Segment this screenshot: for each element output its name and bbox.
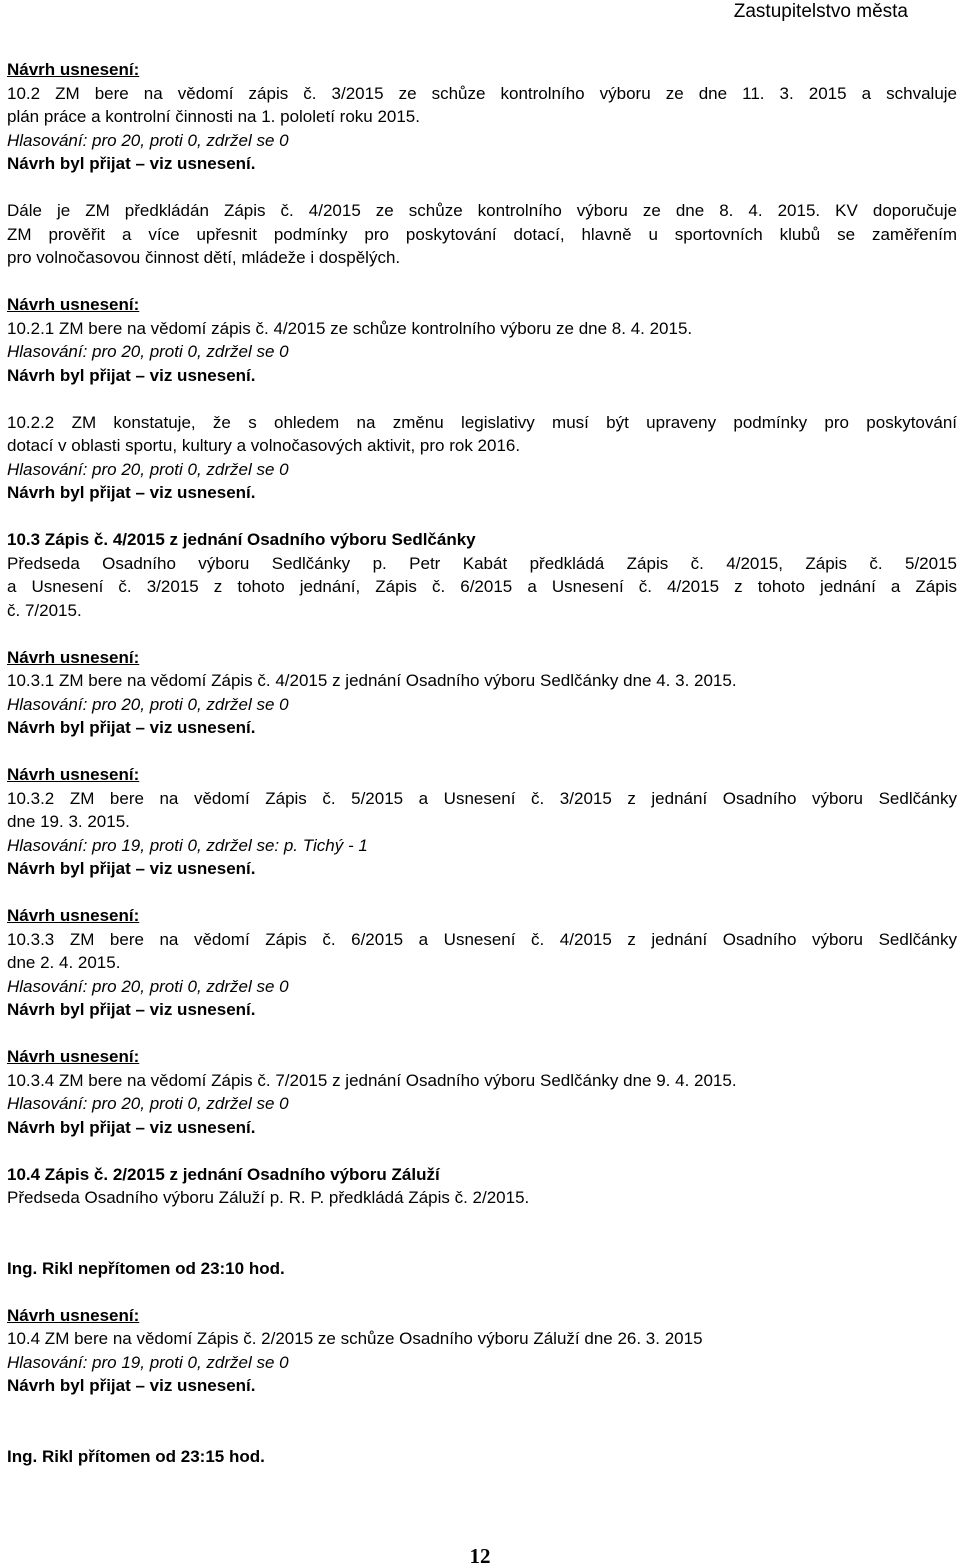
vote-result: Hlasování: pro 20, proti 0, zdržel se 0 <box>7 130 289 150</box>
vote-result: Hlasování: pro 20, proti 0, zdržel se 0 <box>7 1094 289 1113</box>
vote-result: Hlasování: pro 19, proti 0, zdržel se 0 <box>7 1352 289 1372</box>
section-text: Předseda Osadního výboru Sedlčánky p. Petr Kabát předkládá Zápis č. 4/2015, Zápis č. 5/2015 <box>7 553 957 573</box>
resolution-text: dne 19. 3. 2015. <box>7 812 130 831</box>
resolution-block-10-3-1 <box>7 646 957 740</box>
motion-label: Návrh usnesení: <box>7 647 140 667</box>
resolution-block-10-3-4 <box>7 1045 957 1139</box>
attendance-note <box>7 1445 957 1469</box>
paragraph-kv-report <box>7 199 957 270</box>
resolution-block-10-3-2 <box>7 763 957 881</box>
resolution-block-10-2-2 <box>7 411 957 505</box>
motion-label: Návrh usnesení: <box>7 906 140 925</box>
resolution-block-10-2 <box>7 58 957 176</box>
resolution-text: 10.4 ZM bere na vědomí Zápis č. 2/2015 ze schůze Osadního výboru Záluží dne 26. 3. 2015 <box>7 1329 703 1348</box>
resolution-text: dne 2. 4. 2015. <box>7 953 121 972</box>
motion-outcome: Návrh byl přijat – viz usnesení. <box>7 1117 256 1137</box>
resolution-block-10-4 <box>7 1304 957 1398</box>
motion-outcome: Návrh byl přijat – viz usnesení. <box>7 718 256 737</box>
section-text: a Usnesení č. 3/2015 z tohoto jednání, Zápis č. 6/2015 a Usnesení č. 4/2015 z tohoto jednání a Zápis <box>7 577 957 596</box>
section-text: č. 7/2015. <box>7 600 82 620</box>
section-text: Předseda Osadního výboru Záluží p. R. P. předkládá Zápis č. 2/2015. <box>7 1188 530 1207</box>
resolution-text: 10.2 ZM bere na vědomí zápis č. 3/2015 ze schůze kontrolního výboru ze dne 11. 3. 2015 a schvaluje <box>7 83 957 103</box>
motion-outcome: Návrh byl přijat – viz usnesení. <box>7 859 256 878</box>
resolution-text: 10.2.1 ZM bere na vědomí zápis č. 4/2015 ze schůze kontrolního výboru ze dne 8. 4. 2015. <box>7 318 693 338</box>
motion-outcome: Návrh byl přijat – viz usnesení. <box>7 1000 256 1019</box>
attendance-note <box>7 1257 957 1281</box>
resolution-block-10-2-1 <box>7 293 957 387</box>
motion-label: Návrh usnesení: <box>7 60 140 79</box>
section-heading: 10.3 Zápis č. 4/2015 z jednání Osadního výboru Sedlčánky <box>7 530 476 549</box>
vote-result: Hlasování: pro 20, proti 0, zdržel se 0 <box>7 342 289 361</box>
motion-outcome: Návrh byl přijat – viz usnesení. <box>7 1376 256 1395</box>
resolution-text: 10.3.2 ZM bere na vědomí Zápis č. 5/2015 a Usnesení č. 3/2015 z jednání Osadního výboru Sedlčánky <box>7 788 957 808</box>
vote-result: Hlasování: pro 19, proti 0, zdržel se: p. Tichý - 1 <box>7 835 368 855</box>
motion-label: Návrh usnesení: <box>7 295 140 314</box>
motion-label: Návrh usnesení: <box>7 765 140 784</box>
resolution-text: plán práce a kontrolní činnosti na 1. pololetí roku 2015. <box>7 107 420 126</box>
motion-outcome: Návrh byl přijat – viz usnesení. <box>7 483 256 502</box>
resolution-text: 10.3.3 ZM bere na vědomí Zápis č. 6/2015 a Usnesení č. 4/2015 z jednání Osadního výboru Sedlčánky <box>7 929 957 949</box>
paragraph-text: ZM prověřit a více upřesnit podmínky pro poskytování dotací, hlavně u sportovních klubů se zaměřením <box>7 224 957 244</box>
page-number: 12 <box>469 1544 491 1568</box>
section-10-4 <box>7 1163 957 1210</box>
page-header: Zastupitelstvo města <box>733 1 908 22</box>
vote-result: Hlasování: pro 20, proti 0, zdržel se 0 <box>7 976 289 996</box>
resolution-text: dotací v oblasti sportu, kultury a volnočasových aktivit, pro rok 2016. <box>7 436 521 455</box>
paragraph-text: pro volnočasovou činnost dětí, mládeže i dospělých. <box>7 248 401 267</box>
vote-result: Hlasování: pro 20, proti 0, zdržel se 0 <box>7 459 289 479</box>
document-body <box>7 58 957 1468</box>
resolution-block-10-3-3 <box>7 904 957 1022</box>
attendance-note-text: Ing. Rikl nepřítomen od 23:10 hod. <box>7 1258 285 1278</box>
paragraph-text: Dále je ZM předkládán Zápis č. 4/2015 ze schůze kontrolního výboru ze dne 8. 4. 2015. KV doporučuje <box>7 201 957 220</box>
resolution-text: 10.3.1 ZM bere na vědomí Zápis č. 4/2015 z jednání Osadního výboru Sedlčánky dne 4. 3. 2015. <box>7 671 737 690</box>
motion-outcome: Návrh byl přijat – viz usnesení. <box>7 154 256 173</box>
attendance-note-text: Ing. Rikl přítomen od 23:15 hod. <box>7 1446 265 1466</box>
resolution-text: 10.2.2 ZM konstatuje, že s ohledem na změnu legislativy musí být upraveny podmínky pro poskytování <box>7 412 957 432</box>
vote-result: Hlasování: pro 20, proti 0, zdržel se 0 <box>7 694 289 714</box>
section-heading: 10.4 Zápis č. 2/2015 z jednání Osadního výboru Záluží <box>7 1164 440 1184</box>
motion-label: Návrh usnesení: <box>7 1305 140 1325</box>
resolution-text: 10.3.4 ZM bere na vědomí Zápis č. 7/2015 z jednání Osadního výboru Sedlčánky dne 9. 4. 2015. <box>7 1070 737 1090</box>
motion-label: Návrh usnesení: <box>7 1047 140 1066</box>
section-10-3 <box>7 528 957 622</box>
motion-outcome: Návrh byl přijat – viz usnesení. <box>7 365 256 385</box>
